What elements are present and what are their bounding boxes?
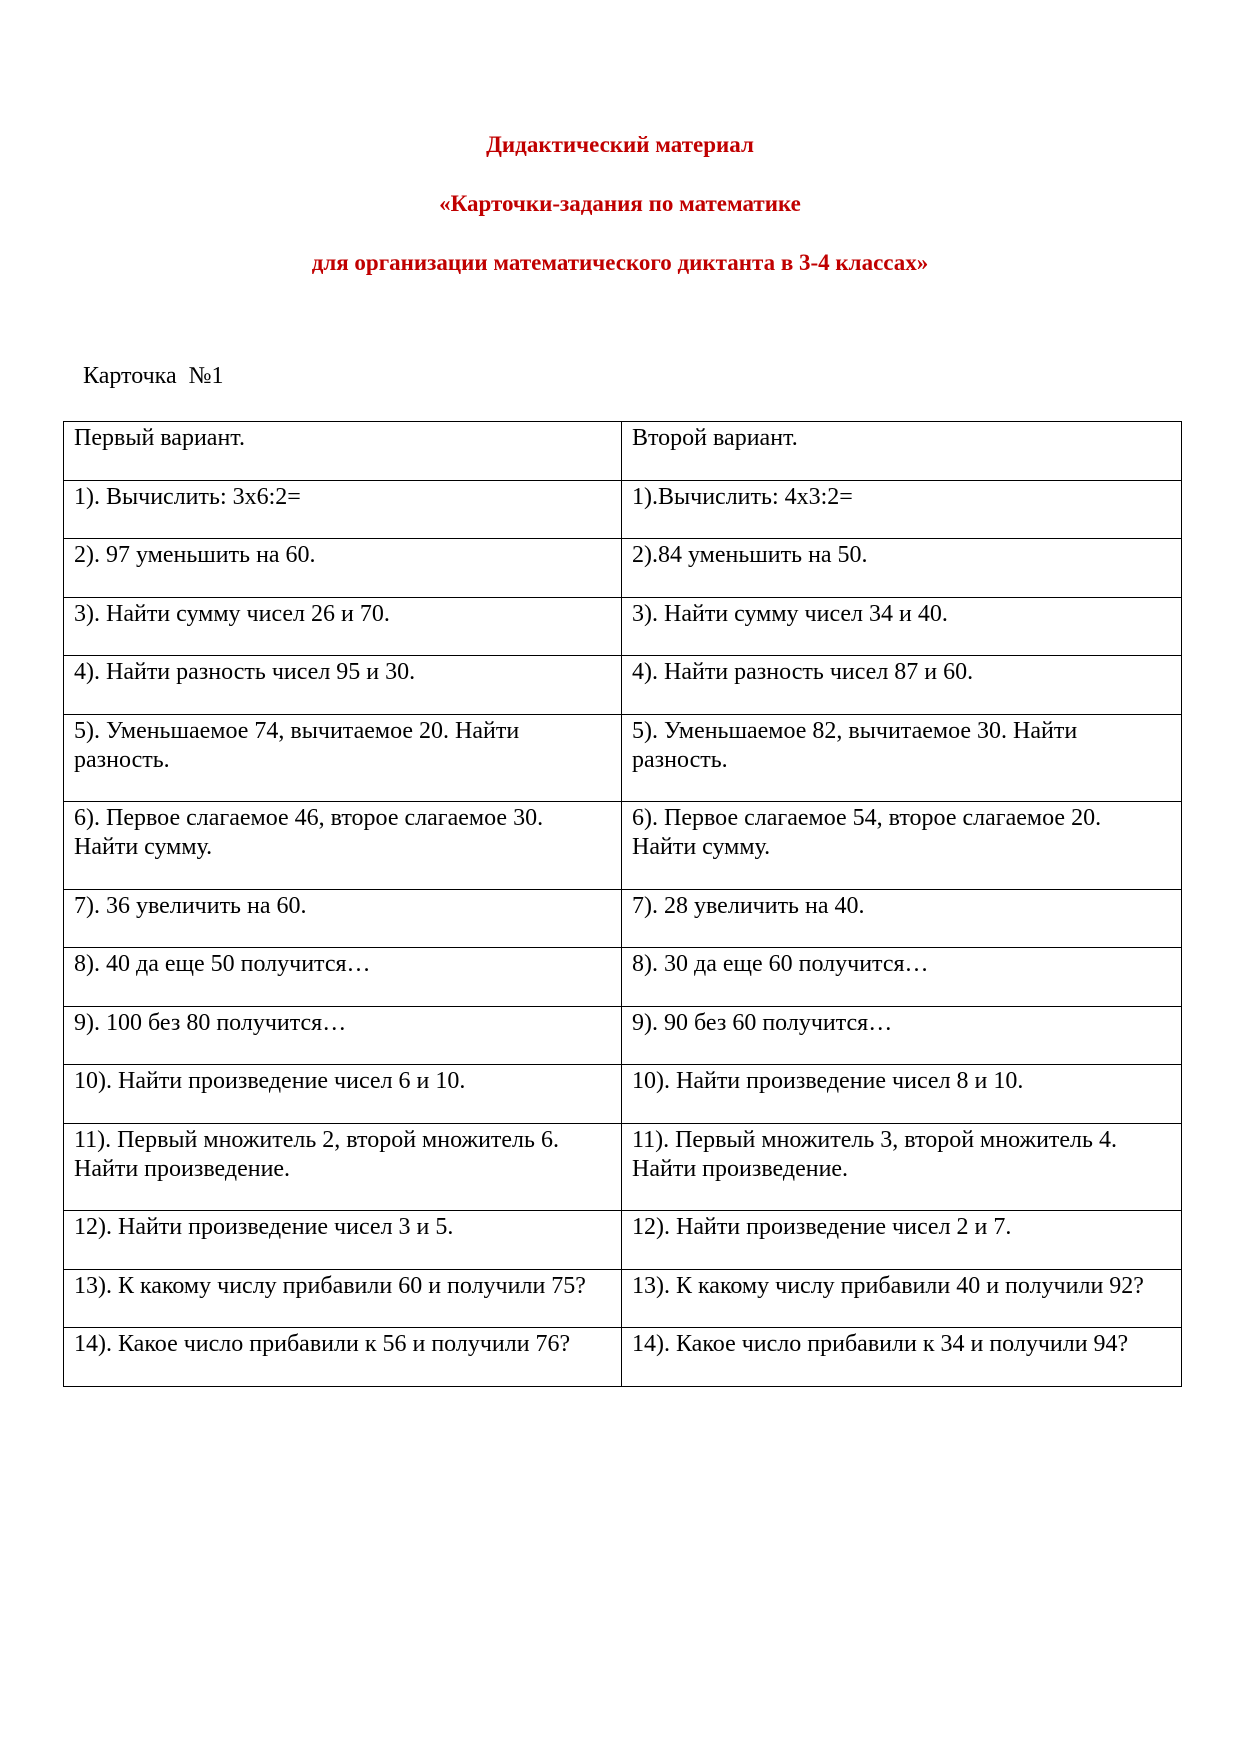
- task-cell-variant-1: 2). 97 уменьшить на 60.: [64, 539, 622, 598]
- table-row: [64, 889, 1182, 948]
- task-cell-variant-2: 12). Найти произведение чисел 2 и 7.: [622, 1211, 1182, 1270]
- table-row: [64, 714, 1182, 802]
- task-cell-variant-2: 10). Найти произведение чисел 8 и 10.: [622, 1065, 1182, 1124]
- header-variant-2: Второй вариант.: [622, 422, 1182, 481]
- task-cell-variant-1: 12). Найти произведение чисел 3 и 5.: [64, 1211, 622, 1270]
- task-cell-variant-1: 5). Уменьшаемое 74, вычитаемое 20. Найти разность.: [64, 714, 622, 802]
- table-row: [64, 1065, 1182, 1124]
- document-title-line-1: Дидактический материал: [486, 132, 754, 157]
- task-cell-variant-1: 14). Какое число прибавили к 56 и получили 76?: [64, 1328, 622, 1387]
- task-cell-variant-2: 1).Вычислить: 4х3:2=: [622, 480, 1182, 539]
- task-cell-variant-1: 7). 36 увеличить на 60.: [64, 889, 622, 948]
- table-row: [64, 1123, 1182, 1211]
- table-row: [64, 1211, 1182, 1270]
- table-row: [64, 1269, 1182, 1328]
- header-variant-1: Первый вариант.: [64, 422, 622, 481]
- table-row: [64, 656, 1182, 715]
- table-row: [64, 539, 1182, 598]
- task-cell-variant-2: 13). К какому числу прибавили 40 и получили 92?: [622, 1269, 1182, 1328]
- task-cell-variant-2: 6). Первое слагаемое 54, второе слагаемое 20. Найти сумму.: [622, 802, 1182, 890]
- table-header-row: [64, 422, 1182, 481]
- task-cell-variant-2: 9). 90 без 60 получится…: [622, 1006, 1182, 1065]
- task-cell-variant-2: 4). Найти разность чисел 87 и 60.: [622, 656, 1182, 715]
- table-row: [64, 948, 1182, 1007]
- task-cell-variant-2: 2).84 уменьшить на 50.: [622, 539, 1182, 598]
- task-cell-variant-1: 3). Найти сумму чисел 26 и 70.: [64, 597, 622, 656]
- table-row: [64, 597, 1182, 656]
- table-row: [64, 802, 1182, 890]
- task-cell-variant-2: 5). Уменьшаемое 82, вычитаемое 30. Найти разность.: [622, 714, 1182, 802]
- task-cell-variant-2: 11). Первый множитель 3, второй множитель 4. Найти произведение.: [622, 1123, 1182, 1211]
- task-cell-variant-1: 1). Вычислить: 3х6:2=: [64, 480, 622, 539]
- table-row: [64, 480, 1182, 539]
- table-row: [64, 1006, 1182, 1065]
- tasks-table: [63, 421, 1182, 1387]
- task-cell-variant-1: 6). Первое слагаемое 46, второе слагаемое 30. Найти сумму.: [64, 802, 622, 890]
- task-cell-variant-2: 14). Какое число прибавили к 34 и получили 94?: [622, 1328, 1182, 1387]
- table-row: [64, 1328, 1182, 1387]
- document-title-line-3: для организации математического диктанта в 3-4 классах»: [311, 250, 929, 275]
- task-cell-variant-2: 3). Найти сумму чисел 34 и 40.: [622, 597, 1182, 656]
- task-cell-variant-1: 4). Найти разность чисел 95 и 30.: [64, 656, 622, 715]
- task-cell-variant-1: 11). Первый множитель 2, второй множитель 6. Найти произведение.: [64, 1123, 622, 1211]
- task-cell-variant-1: 10). Найти произведение чисел 6 и 10.: [64, 1065, 622, 1124]
- document-title-line-2: «Карточки-задания по математике: [439, 191, 801, 216]
- card-label: Карточка №1: [83, 363, 224, 389]
- task-cell-variant-1: 8). 40 да еще 50 получится…: [64, 948, 622, 1007]
- task-cell-variant-1: 13). К какому числу прибавили 60 и получили 75?: [64, 1269, 622, 1328]
- task-cell-variant-2: 8). 30 да еще 60 получится…: [622, 948, 1182, 1007]
- task-cell-variant-2: 7). 28 увеличить на 40.: [622, 889, 1182, 948]
- task-cell-variant-1: 9). 100 без 80 получится…: [64, 1006, 622, 1065]
